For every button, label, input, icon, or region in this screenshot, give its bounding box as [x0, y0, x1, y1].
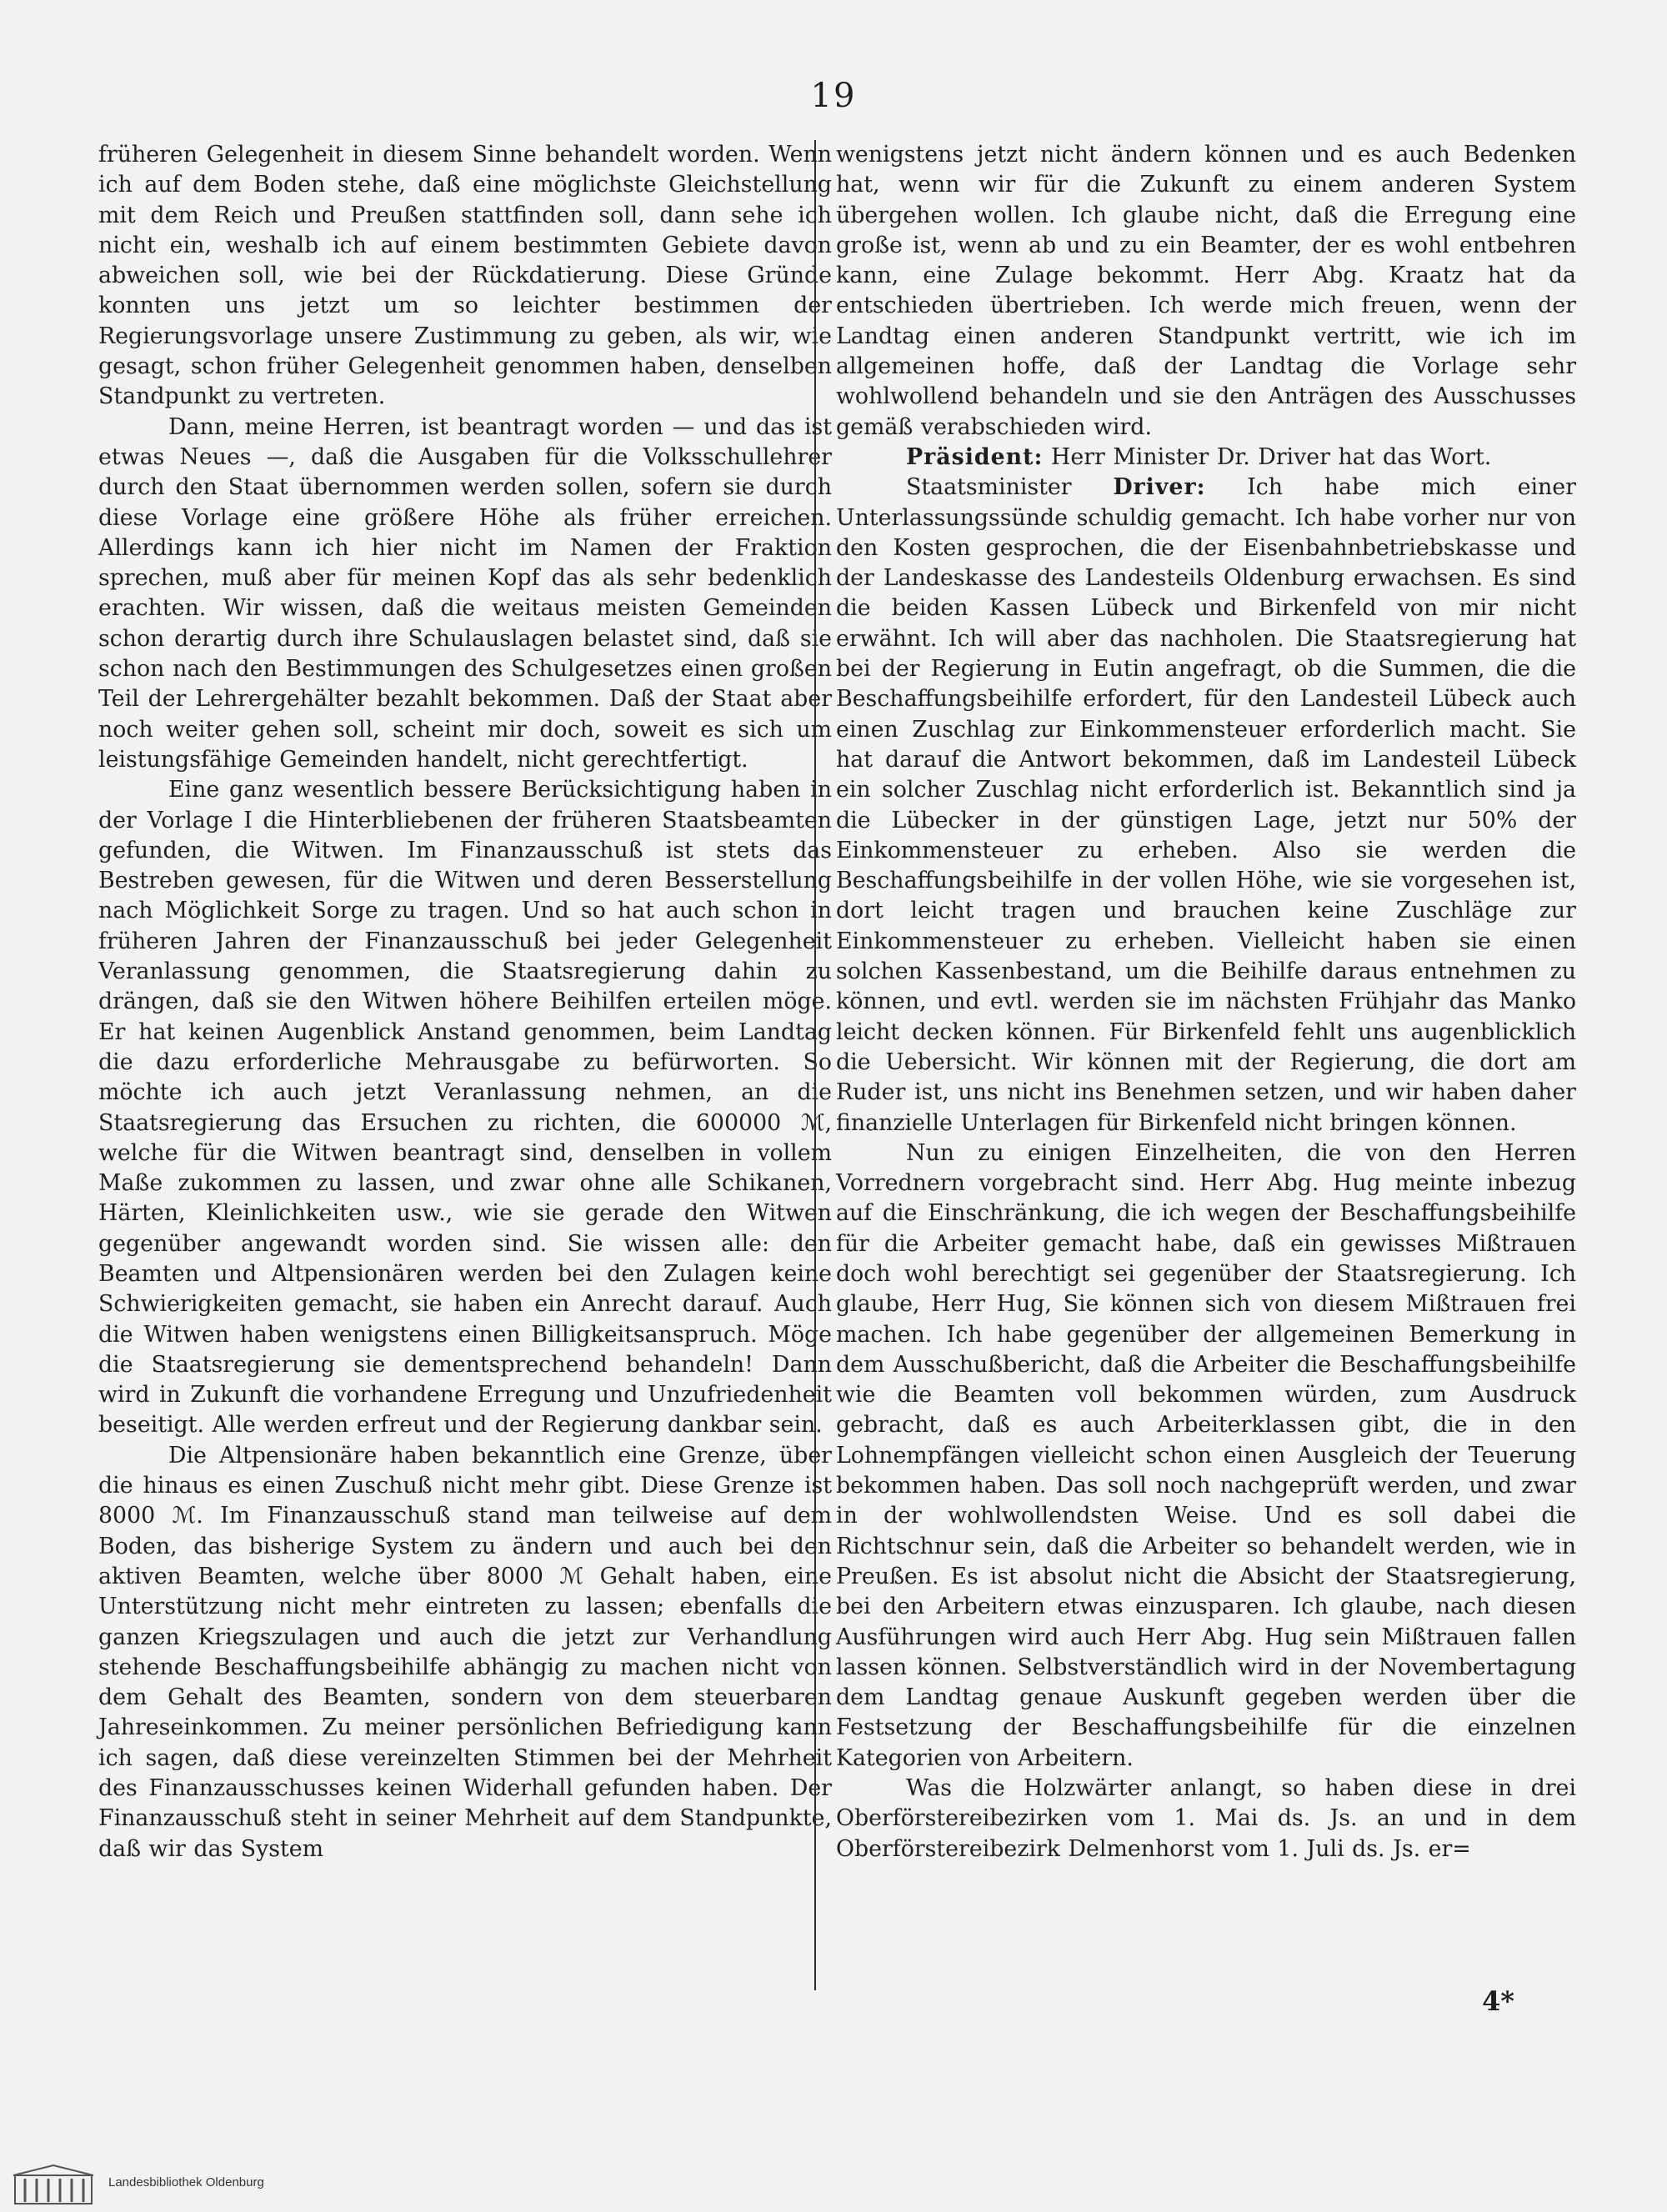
right-column: [836, 140, 1576, 1864]
page-number: 19: [810, 77, 857, 115]
speaker-paragraph: [836, 473, 1576, 1139]
speech-text: Ich habe mich einer Unterlassungssünde schuldig gemacht. Ich habe vorher nur von den Kosten gesprochen, die der Eisenbahnbetriebskasse und der Landeskasse des Landesteils Oldenburg erwachsen. Es sind die beiden Kassen Lübeck und Birkenfeld von mir nicht erwähnt. Ich will aber das nachholen. Die Staatsregierung hat bei der Regierung in Eutin angefragt, ob die Summen, die die Beschaffungsbeihilfe erfordert, für den Landesteil Lübeck auch einen Zuschlag zur Einkommensteuer erforderlich macht. Sie hat darauf die Antwort bekommen, daß im Landesteil Lübeck ein solcher Zuschlag nicht erforderlich ist. Bekanntlich sind ja die Lübecker in der günstigen Lage, jetzt nur 50% der Einkommensteuer zu erheben. Also sie werden die Beschaffungsbeihilfe in der vollen Höhe, wie sie vorgesehen ist, dort leicht tragen und brauchen keine Zuschläge zur Einkommensteuer zu erheben. Vielleicht haben sie einen solchen Kassenbestand, um die Beihilfe daraus entnehmen zu können, und evtl. werden sie im nächsten Frühjahr das Manko leicht decken können. Für Birkenfeld fehlt uns augenblicklich die Uebersicht. Wir können mit der Regierung, die dort am Ruder ist, uns nicht ins Benehmen setzen, und wir haben daher finanzielle Unterlagen für Birkenfeld nicht bringen können.: [836, 474, 1576, 1136]
library-building-icon: [12, 2164, 95, 2205]
paragraph: früheren Gelegenheit in diesem Sinne behandelt worden. Wenn ich auf dem Boden stehe, daß eine möglichste Gleichstellung mit dem Reich und Preußen stattfinden soll, dann sehe ich nicht ein, weshalb ich auf einem bestimmten Gebiete davon abweichen soll, wie bei der Rückdatierung. Diese Gründe konnten uns jetzt um so leichter bestimmen der Regierungsvorlage unsere Zustimmung zu geben, als wir, wie gesagt, schon früher Gelegenheit genommen haben, denselben Standpunkt zu vertreten.: [98, 142, 832, 410]
library-name: Landesbibliothek Oldenburg: [108, 2175, 264, 2189]
left-column: [98, 140, 832, 1864]
speech-text: Herr Minister Dr. Driver hat das Wort.: [1050, 443, 1492, 470]
paragraph: Eine ganz wesentlich bessere Berücksichtigung haben in der Vorlage I die Hinterbliebenen der früheren Staatsbeamten gefunden, die Witwen. Im Finanzausschuß ist stets das Bestreben gewesen, für die Witwen und deren Besserstellung nach Möglichkeit Sorge zu tragen. Und so hat auch schon in früheren Jahren der Finanzausschuß bei jeder Gelegenheit Veranlassung genommen, die Staatsregierung dahin zu drängen, daß sie den Witwen höhere Beihilfen erteilen möge. Er hat keinen Augenblick Anstand genommen, beim Landtag die dazu erforderliche Mehrausgabe zu befürworten. So möchte ich auch jetzt Veranlassung nehmen, an die Staatsregierung das Ersuchen zu richten, die 600000 ℳ, welche für die Witwen beantragt sind, denselben in vollem Maße zukommen zu lassen, und zwar ohne alle Schikanen, Härten, Kleinlichkeiten usw., wie sie gerade den Witwen gegenüber angewandt worden sind. Sie wissen alle: den Beamten und Altpensionären werden bei den Zulagen keine Schwierigkeiten gemacht, sie haben ein Anrecht darauf. Auch die Witwen haben wenigstens einen Billigkeitsanspruch. Möge die Staatsregierung sie dementsprechend behandeln! Dann wird in Zukunft die vorhandene Erregung und Unzufriedenheit beseitigt. Alle werden erfreut und der Regierung dankbar sein.: [98, 777, 832, 1439]
footer: [0, 2157, 1667, 2212]
paragraph: Nun zu einigen Einzelheiten, die von den Herren Vorrednern vorgebracht sind. Herr Abg. Hug meinte inbezug auf die Einschränkung, die ich wegen der Beschaffungsbeihilfe für die Arbeiter gemacht habe, daß ein gewisses Mißtrauen doch wohl berechtigt sei gegenüber der Staatsregierung. Ich glaube, Herr Hug, Sie können sich von diesem Mißtrauen frei machen. Ich habe gegenüber der allgemeinen Bemerkung in dem Ausschußbericht, daß die Arbeiter die Beschaffungsbeihilfe wie die Beamten voll bekommen würden, zum Ausdruck gebracht, daß es auch Arbeiterklassen gibt, die in den Lohnempfängen vielleicht schon einen Ausgleich der Teuerung bekommen haben. Das soll noch nachgeprüft werden, und zwar in der wohlwollendsten Weise. Und es soll dabei die Richtschnur sein, daß die Arbeiter so behandelt werden, wie in Preußen. Es ist absolut nicht die Absicht der Staatsregierung, bei den Arbeitern etwas einzusparen. Ich glaube, nach diesen Ausführungen wird auch Herr Abg. Hug sein Mißtrauen fallen lassen können. Selbstverständlich wird in der Novembertagung dem Landtag genaue Auskunft gegeben werden über die Festsetzung der Beschaffungsbeihilfe für die einzelnen Kategorien von Arbeitern.: [836, 1139, 1576, 1771]
speaker-role: Staatsminister: [906, 474, 1072, 501]
speaker-paragraph: [836, 443, 1576, 473]
paragraph: wenigstens jetzt nicht ändern können und es auch Bedenken hat, wenn wir für die Zukunft zu einem anderen System übergehen wollen. Ich glaube nicht, daß die Erregung eine große ist, wenn ab und zu ein Beamter, der es wohl entbehren kann, eine Zulage bekommt. Herr Abg. Kraatz hat da entschieden übertrieben. Ich werde mich freuen, wenn der Landtag einen anderen Standpunkt vertritt, wie ich im allgemeinen hoffe, daß der Landtag die Vorlage sehr wohlwollend behandeln und sie den Anträgen des Ausschusses gemäß verabschieden wird.: [836, 142, 1576, 440]
column-divider: [814, 140, 816, 1990]
paragraph: Dann, meine Herren, ist beantragt worden — und das ist etwas Neues —, daß die Ausgaben für die Volksschullehrer durch den Staat übernommen werden sollen, sofern sie durch diese Vorlage eine größere Höhe als früher erreichen. Allerdings kann ich hier nicht im Namen der Fraktion sprechen, muß aber für meinen Kopf das als sehr bedenklich erachten. Wir wissen, daß die weitaus meisten Gemeinden schon derartig durch ihre Schulauslagen belastet sind, daß sie schon nach den Bestimmungen des Schulgesetzes einen großen Teil der Lehrergehälter bezahlt bekommen. Daß der Staat aber noch weiter gehen soll, scheint mir doch, soweit es sich um leistungsfähige Gemeinden handelt, nicht gerechtfertigt.: [98, 413, 832, 773]
speaker-name: Driver:: [1113, 474, 1206, 501]
paragraph: Die Altpensionäre haben bekanntlich eine Grenze, über die hinaus es einen Zuschuß nicht mehr gibt. Diese Grenze ist 8000 ℳ. Im Finanzausschuß stand man teilweise auf dem Boden, das bisherige System zu ändern und auch bei den aktiven Beamten, welche über 8000 ℳ Gehalt haben, eine Unterstützung nicht mehr eintreten zu lassen; ebenfalls die ganzen Kriegszulagen und auch die jetzt zur Verhandlung stehende Beschaffungsbeihilfe abhängig zu machen nicht von dem Gehalt des Beamten, sondern von dem steuerbaren Jahreseinkommen. Zu meiner persönlichen Befriedigung kann ich sagen, daß diese vereinzelten Stimmen bei der Mehrheit des Finanzausschusses keinen Widerhall gefunden haben. Der Finanzausschuß steht in seiner Mehrheit auf dem Standpunkte, daß wir das System: [98, 1442, 832, 1862]
paragraph: Was die Holzwärter anlangt, so haben diese in drei Oberförstereibezirken vom 1. Mai ds. Js. an und in dem Oberförstereibezirk Delmenhorst vom 1. Juli ds. Js. er=: [836, 1775, 1576, 1862]
signature-mark: 4*: [1482, 1985, 1514, 2017]
speaker-name: Präsident:: [906, 443, 1044, 470]
